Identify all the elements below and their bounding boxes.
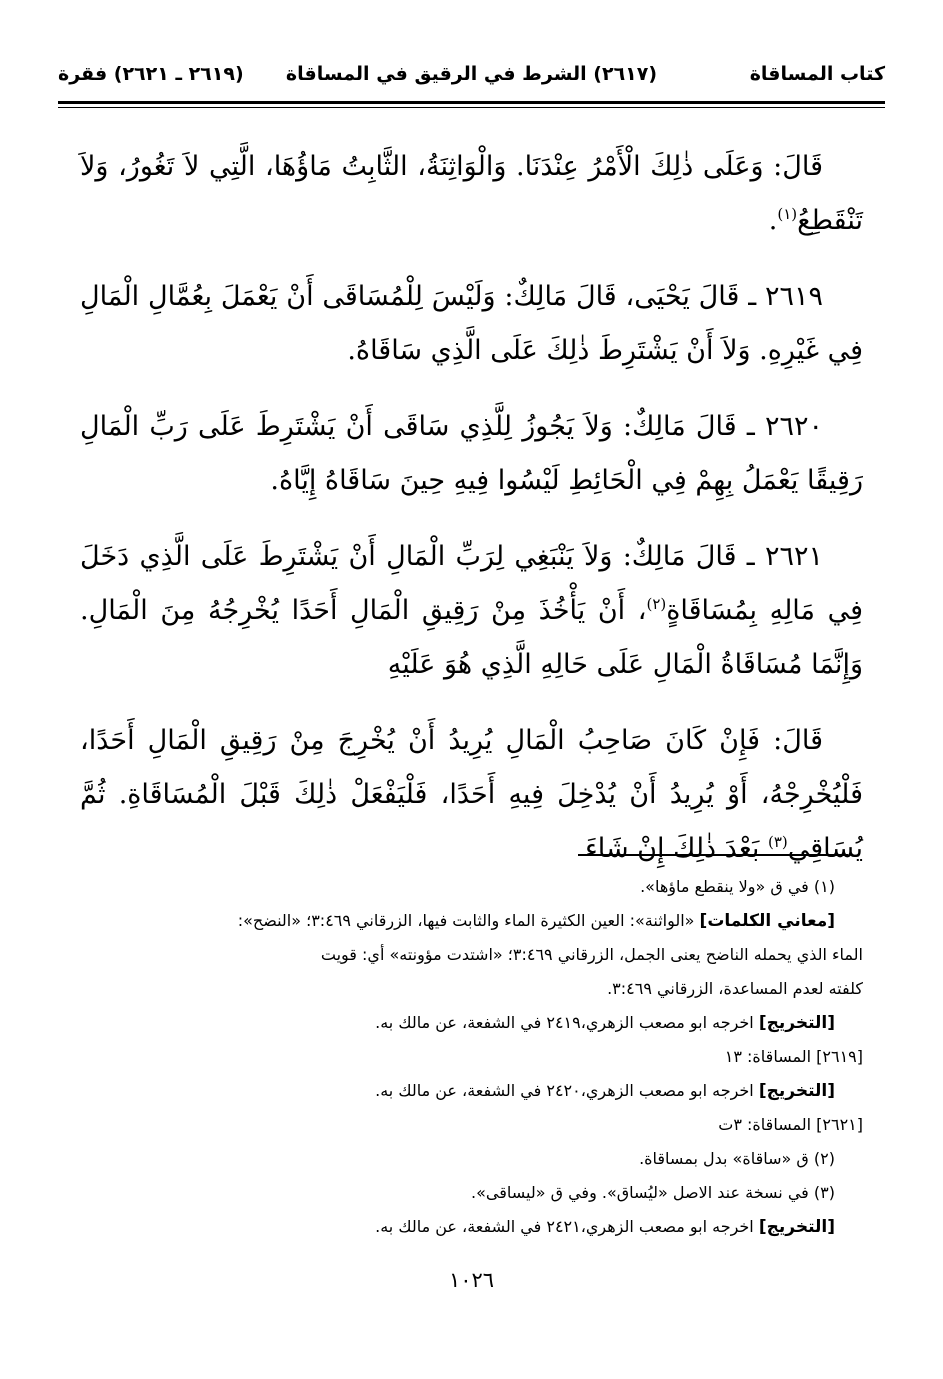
footnote-line: [التخريج] اخرجه ابو مصعب الزهري،٢٤٢٠ في الشفعة، عن مالك به. — [375, 1081, 835, 1101]
footnote-line: [٢٦١٩] المساقاة: ١٣ — [724, 1047, 863, 1066]
footnote-line: [التخريج] اخرجه ابو مصعب الزهري،٢٤٢١ في الشفعة، عن مالك به. — [375, 1217, 835, 1237]
footnote-label: [التخريج] — [758, 1217, 835, 1237]
paragraph — [80, 140, 863, 248]
footnotes — [78, 870, 863, 1244]
footnote-ref[interactable]: (١) — [777, 205, 798, 223]
paragraph-text-tail: . — [768, 205, 778, 236]
paragraph — [80, 270, 863, 378]
footnote-line: [معاني الكلمات] «الواثنة»: العين الكثيرة الماء والثابت فيها، الزرقاني ٣:٤٦٩؛ «النضح»: — [237, 911, 835, 931]
footnote-line: الماء الذي يحمله الناضح يعنى الجمل، الزرقاني ٣:٤٦٩؛ «اشتدت مؤونته» أي: قويت — [320, 945, 863, 964]
paragraph — [80, 400, 863, 508]
footnote-line: (١) في ق «ولا ينقطع ماؤها». — [640, 877, 835, 896]
paragraph — [80, 530, 863, 692]
paragraph-text-tail: ، أَنْ يَأْخُذَ مِنْ رَقِيقِ الْمَالِ أَحَدًا يُخْرِجُهُ مِنَ الْمَالِ. وَإِنَّمَا مُسَاقَاةُ الْمَالِ عَلَى حَالِهِ الَّذِي هُوَ عَلَيْهِ — [80, 595, 863, 680]
footnote-line: (٢) ق «ساقاة» بدل بمساقاة. — [639, 1149, 835, 1168]
footnote-line: [التخريج] اخرجه ابو مصعب الزهري،٢٤١٩ في الشفعة، عن مالك به. — [375, 1013, 835, 1033]
footnote-line: كلفته لعدم المساعدة، الزرقاني ٣:٤٦٩. — [607, 979, 863, 998]
page-number: ١٠٢٦ — [448, 1268, 495, 1292]
header-rule — [58, 101, 885, 104]
footnote-ref[interactable]: (٣) — [767, 833, 788, 851]
paragraph — [80, 714, 863, 876]
header-section-title: (٢٦١٧) الشرط في الرقيق في المساقاة — [285, 63, 658, 85]
footnote-label: [التخريج] — [758, 1081, 835, 1101]
footnote-label: [التخريج] — [758, 1013, 835, 1033]
paragraph-text: قَالَ: وَعَلَى ذٰلِكَ الْأَمْرُ عِنْدَنَا. وَالْوَاثِنَةُ، الثَّابِتُ مَاؤُهَا، الَّتِي لاَ تَغُورُ، وَلاَ تَنْقَطِعُ — [80, 151, 863, 236]
header-paragraph-range: (٢٦١٩ ـ ٢٦٢١) فقرة — [58, 63, 244, 85]
footnote-label: [معاني الكلمات] — [699, 911, 835, 931]
running-header — [58, 52, 885, 96]
paragraph-text: ٢٦٢١ ـ قَالَ مَالِكٌ: وَلاَ يَنْبَغِي لِرَبِّ الْمَالِ أَنْ يَشْتَرِطَ عَلَى الَّذِي دَخَلَ فِي مَالِهِ بِمُسَاقَاةٍ — [80, 541, 863, 626]
paragraph-text: قَالَ: فَإِنْ كَانَ صَاحِبُ الْمَالِ يُرِيدُ أَنْ يُخْرِجَ مِنْ رَقِيقِ الْمَالِ أَحَدًا، فَلْيُخْرِجْهُ، أَوْ يُرِيدُ أَنْ يُدْخِلَ فِيهِ أَحَدًا، فَلْيَفْعَلْ ذٰلِكَ قَبْلَ الْمُسَاقَاةِ. ثُمَّ يُسَاقِي — [80, 725, 863, 864]
footnote-ref[interactable]: (٢) — [646, 595, 667, 613]
footnote-separator — [578, 854, 848, 856]
footnote-line: [٢٦٢١] المساقاة: ٣ت — [718, 1115, 863, 1134]
main-text — [80, 140, 863, 898]
header-rule-thin — [58, 107, 885, 108]
footnote-line: (٣) في نسخة عند الاصل «ليُساق». وفي ق «ليساقى». — [471, 1183, 835, 1202]
paragraph-text: ٢٦٢٠ ـ قَالَ مَالِكٌ: وَلاَ يَجُوزُ لِلَّذِي سَاقَى أَنْ يَشْتَرِطَ عَلَى رَبِّ الْمَالِ رَقِيقًا يَعْمَلُ بِهِمْ فِي الْحَائِطِ لَيْسُوا فِيهِ حِينَ سَاقَاهُ إِيَّاهُ. — [80, 411, 863, 496]
paragraph-text: ٢٦١٩ ـ قَالَ يَحْيَى، قَالَ مَالِكٌ: وَلَيْسَ لِلْمُسَاقَى أَنْ يَعْمَلَ بِعُمَّالِ الْمَالِ فِي غَيْرِهِ. وَلاَ أَنْ يَشْتَرِطَ ذٰلِكَ عَلَى الَّذِي سَاقَاهُ. — [80, 281, 863, 366]
header-book-title: كتاب المساقاة — [749, 63, 885, 85]
paragraph-text-tail: بَعْدَ ذٰلِكَ إِنْ شَاءَ — [585, 833, 768, 864]
